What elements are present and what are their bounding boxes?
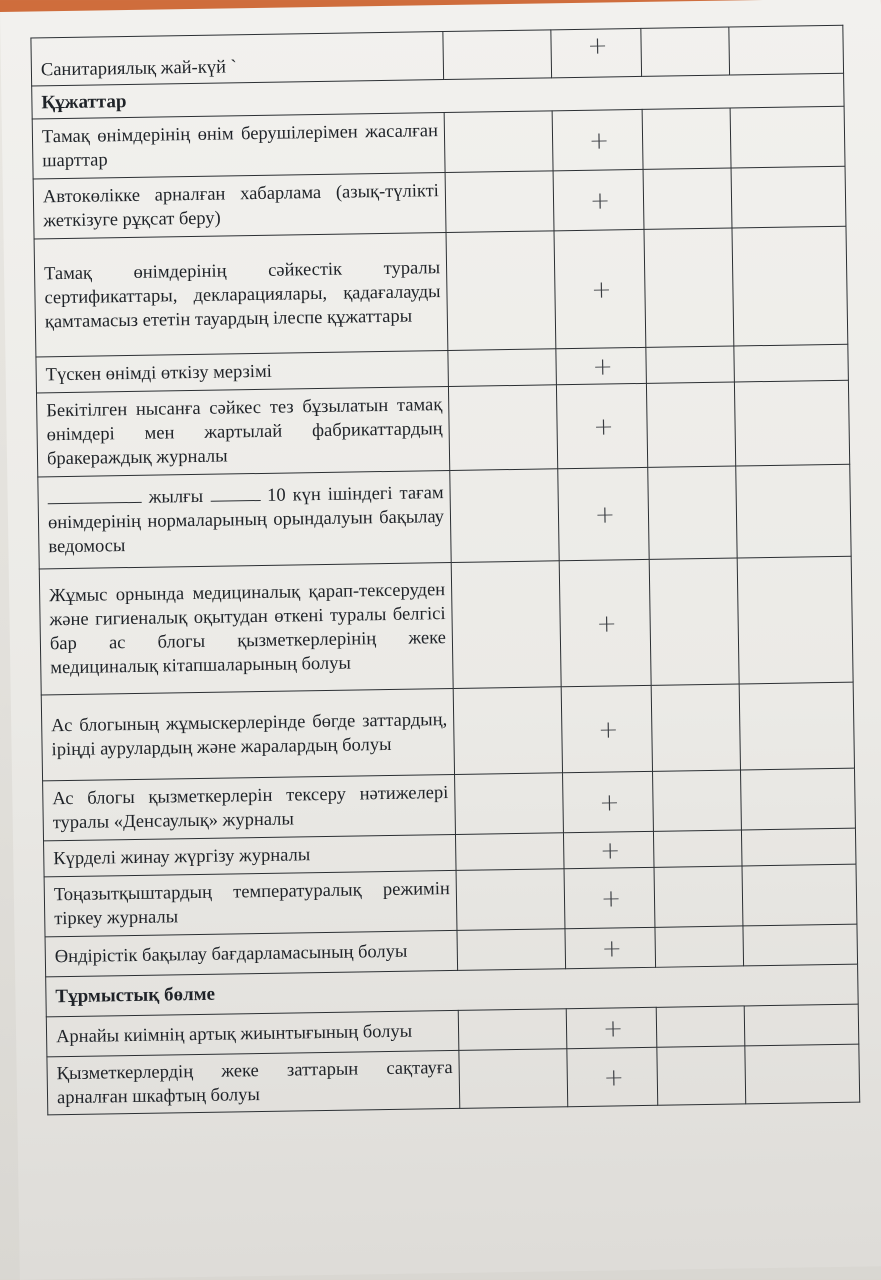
row-label: Өндірістік бақылау бағдарламасының болуы (45, 930, 458, 976)
empty-cell (455, 833, 564, 871)
empty-cell (455, 773, 564, 835)
row-label: Ас блогының жұмыскерлерінде бөгде заттардың, іріңді аурулардың және жаралардың болуы (41, 688, 454, 780)
check-mark: + (552, 109, 643, 170)
blank-line (210, 500, 260, 502)
empty-cell (641, 27, 730, 76)
row-label-part: 10 күн ішіндегі тағам өнімдерінің нормаларының орындалуын бақылау ведомосы (47, 483, 445, 558)
empty-cell (443, 30, 552, 80)
empty-cell (653, 830, 742, 867)
row-label (38, 470, 451, 568)
row-label: Күрделі жинау жүргізу журналы (44, 834, 457, 876)
row-label: Автокөлікке арналған хабарлама (азық-түлікті жеткізуге рұқсат беру) (33, 173, 446, 239)
empty-cell (656, 1006, 745, 1047)
empty-cell (448, 349, 557, 387)
empty-cell (734, 344, 849, 382)
empty-cell (730, 106, 845, 168)
check-mark: + (558, 467, 649, 560)
row-label-part: жылғы (148, 486, 204, 508)
empty-cell (648, 466, 737, 559)
empty-cell (643, 168, 732, 229)
check-mark: + (561, 685, 652, 772)
checklist-table (30, 25, 860, 1116)
row-label: Қызметкерлердің жеке заттарын сақтауға арналған шкафтың болуы (47, 1050, 460, 1114)
empty-cell (734, 380, 849, 466)
empty-cell (456, 869, 565, 931)
empty-cell (729, 25, 844, 75)
table-row (39, 556, 853, 695)
empty-cell (743, 924, 858, 966)
section-heading: Тұрмыстық бөлме (46, 964, 859, 1017)
table-row (38, 464, 851, 569)
check-mark: + (564, 867, 655, 928)
empty-cell (737, 556, 853, 684)
empty-cell (445, 171, 554, 233)
row-label: Ас блогы қызметкерлерін тексеру нәтижелері туралы «Денсаулық» журналы (43, 774, 456, 840)
check-mark: + (554, 229, 646, 348)
blank-line (48, 502, 142, 504)
row-label: Санитариялық жай-күй ` (31, 32, 444, 86)
empty-cell (654, 866, 743, 927)
empty-cell (745, 1044, 860, 1104)
empty-cell (732, 226, 848, 346)
row-label: Арнайы киімнің артық жиынтығының болуы (46, 1010, 459, 1056)
check-mark: + (566, 1007, 657, 1048)
row-label: Бекітілген нысанға сәйкес тез бұзылатын тамақ өнімдері мен жартылай фабрикаттардың бракераждық журналы (36, 387, 449, 477)
table-row (47, 1044, 860, 1115)
table-row (36, 380, 849, 477)
empty-cell (739, 682, 854, 770)
check-mark: + (551, 28, 642, 77)
empty-cell (740, 768, 855, 830)
check-mark: + (556, 383, 647, 468)
check-mark: + (567, 1047, 658, 1106)
empty-cell (736, 464, 851, 558)
empty-cell (451, 561, 561, 689)
empty-cell (459, 1049, 568, 1109)
empty-cell (450, 469, 559, 563)
check-mark: + (553, 169, 644, 230)
row-label: Тоңазытқыштардың температуралық режимін тіркеу журналы (44, 870, 457, 936)
empty-cell (653, 770, 742, 831)
empty-cell (649, 558, 739, 685)
empty-cell (651, 684, 740, 771)
empty-cell (458, 1009, 567, 1051)
table-row (41, 682, 854, 781)
empty-cell (741, 828, 856, 866)
empty-cell (744, 1004, 859, 1046)
empty-cell (642, 108, 731, 169)
empty-cell (657, 1046, 746, 1105)
row-label: Жұмыс орнында медициналық қарап-тексеруден және гигиеналық оқытудан өткені туралы белгісі бар ас блогы қызметкерлерінің жеке медициналық кітапшаларының болуы (39, 562, 453, 694)
empty-cell (446, 231, 556, 351)
check-mark: + (565, 927, 656, 968)
row-label: Түскен өнімді өткізу мерзімі (36, 351, 449, 393)
empty-cell (655, 926, 744, 967)
empty-cell (742, 864, 857, 926)
empty-cell (644, 228, 734, 347)
empty-cell (444, 111, 553, 173)
check-mark: + (556, 347, 647, 384)
empty-cell (453, 687, 562, 775)
section-heading: Құжаттар (32, 73, 844, 119)
empty-cell (731, 166, 846, 228)
check-mark: + (563, 771, 654, 832)
check-mark: + (563, 831, 654, 868)
empty-cell (457, 929, 566, 971)
empty-cell (646, 346, 735, 383)
row-label: Тамақ өнімдерінің өнім берушілерімен жасалған шарттар (32, 113, 445, 179)
row-label: Тамақ өнімдерінің сәйкестік туралы сертификаттары, декларациялары, қадағалауды қамтамасыз ететін тауардың ілеспе құжаттары (34, 233, 448, 357)
empty-cell (646, 382, 735, 467)
check-mark: + (559, 559, 651, 686)
table-row (34, 226, 848, 357)
empty-cell (448, 385, 557, 471)
